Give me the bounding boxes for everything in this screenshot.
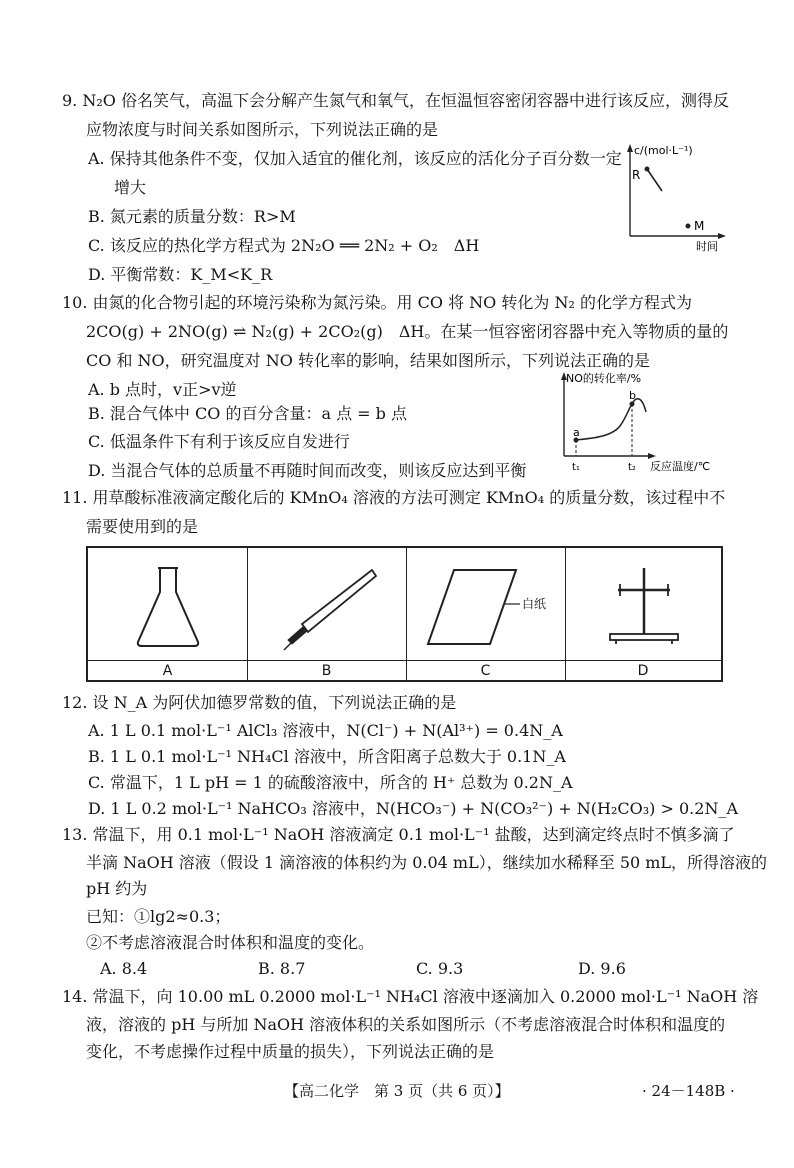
q9-x-label: 时间 xyxy=(696,240,718,253)
q10-option-a: A. b 点时，v正>v逆 xyxy=(88,380,237,399)
q13-known-2: ②不考虑溶液混合时体积和温度的变化。 xyxy=(86,933,375,952)
page-footer-code: · 24－148B · xyxy=(642,1082,735,1100)
q13-option-d: D. 9.6 xyxy=(578,959,626,978)
q9-y-arrow xyxy=(627,144,633,152)
q13-known-1: 已知：①lg2≈0.3； xyxy=(86,907,231,926)
q11-label-d: D xyxy=(637,663,649,679)
q10-x-arrow xyxy=(648,453,656,459)
erlenmeyer-flask-icon xyxy=(128,562,208,652)
q11-stem-line1: 11. 用草酸标准液滴定酸化后的 KMnO₄ 溶液的方法可测定 KMnO₄ 的质量分数，该过程中不 xyxy=(62,488,726,507)
q10-conversion-temperature-graph xyxy=(550,368,726,476)
pipette-icon xyxy=(278,562,378,652)
q9-y-label: c/(mol·L⁻¹) xyxy=(634,144,693,157)
q12-option-a: A. 1 L 0.1 mol·L⁻¹ AlCl₃ 溶液中，N(Cl⁻) + N(Al³⁺) = 0.4N_A xyxy=(88,721,563,740)
q10-stem-line2: 2CO(g) + 2NO(g) ⇌ N₂(g) + 2CO₂(g) ΔH。在某一恒容密闭容器中充入等物质的量的 xyxy=(86,322,729,341)
q9-point-m xyxy=(686,224,691,229)
q12-stem: 12. 设 N_A 为阿伏加德罗常数的值，下列说法正确的是 xyxy=(62,693,457,712)
q10-tick-t1: t₁ xyxy=(572,462,580,473)
q11-label-b: B xyxy=(321,663,332,679)
q10-point-b xyxy=(630,402,635,407)
q10-conversion-curve xyxy=(576,399,646,440)
page-footer-title: 【高二化学 第 3 页（共 6 页）】 xyxy=(284,1082,510,1100)
q10-y-label: NO的转化率/% xyxy=(566,372,642,385)
q9-option-c: C. 该反应的热化学方程式为 2N₂O ══ 2N₂ + O₂ ΔH xyxy=(88,236,480,255)
q14-stem-line2: 液，溶液的 pH 与所加 NaOH 溶液体积的关系如图所示（不考虑溶液混合时体积和温度的 xyxy=(86,1015,726,1034)
q10-x-label: 反应温度/℃ xyxy=(650,460,711,473)
q9-x-arrow xyxy=(718,233,726,239)
q9-stem-line2: 应物浓度与时间关系如图所示，下列说法正确的是 xyxy=(86,120,439,139)
q11-label-a: A xyxy=(162,663,173,679)
burette-stand-icon xyxy=(600,564,690,650)
q10-stem-line3: CO 和 NO，研究温度对 NO 转化率的影响，结果如图所示，下列说法正确的是 xyxy=(86,351,650,370)
q13-stem-line1: 13. 常温下，用 0.1 mol·L⁻¹ NaOH 溶液滴定 0.1 mol·L⁻¹ 盐酸，达到滴定终点时不慎多滴了 xyxy=(62,825,735,844)
q12-option-d: D. 1 L 0.2 mol·L⁻¹ NaHCO₃ 溶液中，N(HCO₃⁻) + N(CO₃²⁻) + N(H₂CO₃) > 0.2N_A xyxy=(88,799,739,818)
q12-option-c: C. 常温下，1 L pH = 1 的硫酸溶液中，所含的 H⁺ 总数为 0.2N_A xyxy=(88,773,573,792)
q11-label-c: C xyxy=(480,663,491,679)
q10-point-b-label: b xyxy=(629,389,636,402)
q10-stem-line1: 10. 由氮的化合物引起的环境污染称为氮污染。用 CO 将 NO 转化为 N₂ 的化学方程式为 xyxy=(62,293,692,312)
q13-stem-line2: 半滴 NaOH 溶液（假设 1 滴溶液的体积约为 0.04 mL），继续加水稀释至 50 mL，所得溶液的 xyxy=(86,853,768,872)
q13-option-a: A. 8.4 xyxy=(100,959,148,978)
q13-option-b: B. 8.7 xyxy=(258,959,306,978)
q9-option-a-line2: 增大 xyxy=(114,178,147,197)
q9-option-d: D. 平衡常数：K_M<K_R xyxy=(88,265,273,284)
q10-point-a-label: a xyxy=(573,426,580,439)
q9-point-m-label: M xyxy=(694,219,705,233)
q12-option-b: B. 1 L 0.1 mol·L⁻¹ NH₄Cl 溶液中，所含阳离子总数大于 0.1N_A xyxy=(88,747,566,766)
q11-stem-line2: 需要使用到的是 xyxy=(86,517,199,536)
q14-stem-line1: 14. 常温下，向 10.00 mL 0.2000 mol·L⁻¹ NH₄Cl 溶液中逐滴加入 0.2000 mol·L⁻¹ NaOH 溶 xyxy=(62,987,759,1006)
q9-point-r-label: R xyxy=(632,168,641,182)
q11-paper-label: 白纸 xyxy=(522,597,547,611)
q13-stem-line3: pH 约为 xyxy=(86,879,148,898)
q11-apparatus-table xyxy=(86,546,723,682)
q14-stem-line3: 变化，不考虑操作过程中质量的损失），下列说法正确的是 xyxy=(86,1042,495,1061)
q9-stem-line1: 9. N₂O 俗名笑气，高温下会分解产生氮气和氧气，在恒温恒容密闭容器中进行该反应，测得反 xyxy=(62,91,729,110)
q9-concentration-time-graph xyxy=(612,140,732,255)
q9-curve-segment xyxy=(647,169,662,191)
q9-option-a-line1: A. 保持其他条件不变，仅加入适宜的催化剂，该反应的活化分子百分数一定 xyxy=(88,149,622,168)
q10-option-d: D. 当混合气体的总质量不再随时间而改变，则该反应达到平衡 xyxy=(88,461,527,480)
q10-tick-t2: t₂ xyxy=(628,462,636,473)
q10-option-c: C. 低温条件下有利于该反应自发进行 xyxy=(88,432,350,451)
q10-option-b: B. 混合气体中 CO 的百分含量：a 点 = b 点 xyxy=(88,404,407,423)
q9-option-b: B. 氮元素的质量分数：R>M xyxy=(88,207,296,226)
q13-option-c: C. 9.3 xyxy=(416,959,464,978)
